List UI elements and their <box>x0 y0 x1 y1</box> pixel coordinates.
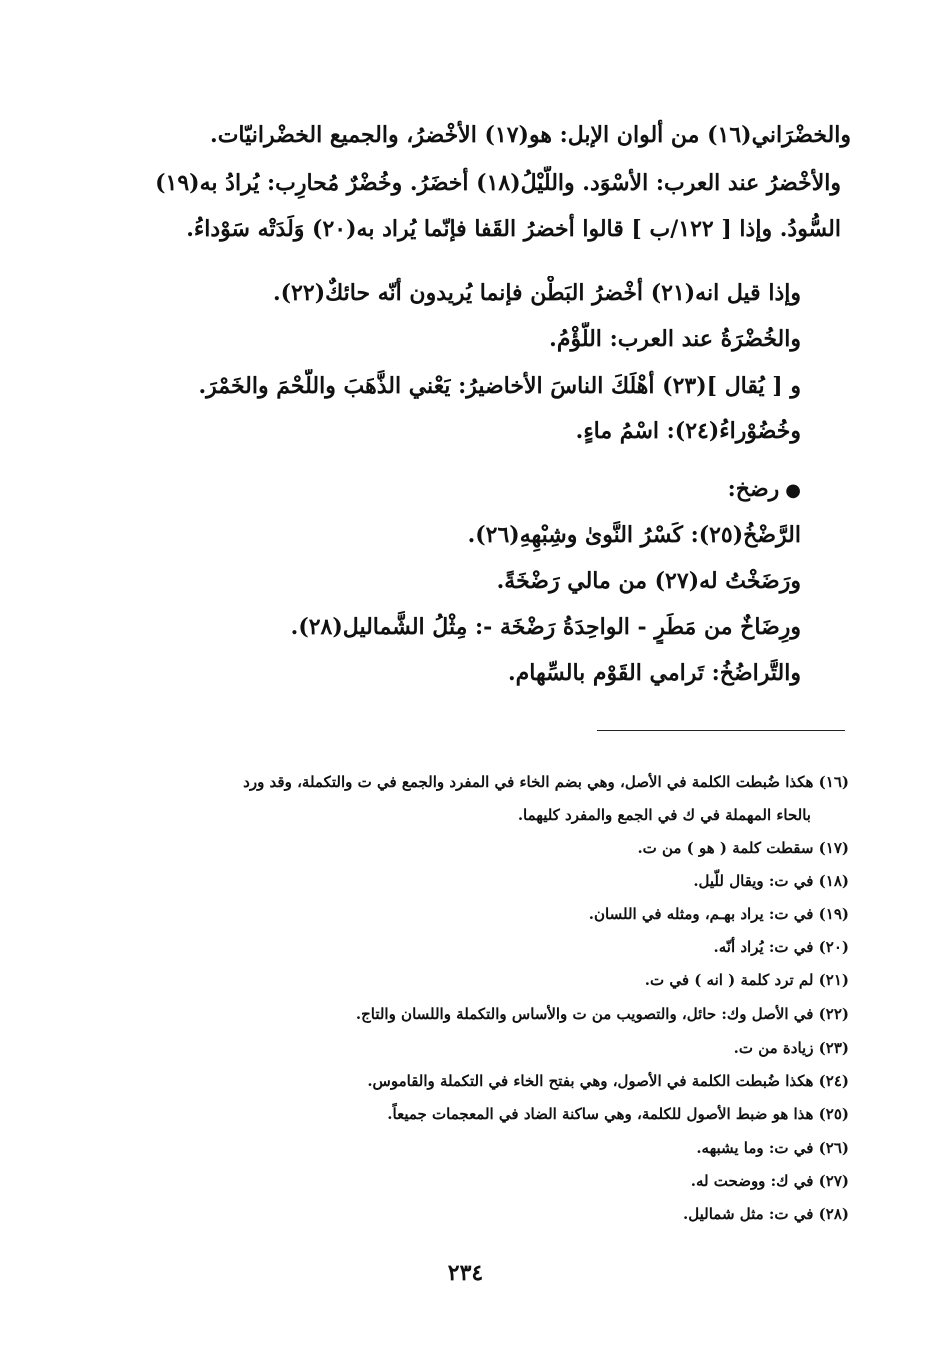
footnote-17: (١٧) سقطت كلمة ( هو ) من ت. <box>637 839 849 857</box>
body-line-1: والخضْرَاني(١٦) من ألوان الإبل: هو(١٧) الأخْضرُ، والجميع الخضْرانيّات. <box>210 122 851 148</box>
footnote-divider <box>597 730 845 731</box>
bullet-icon: ● <box>785 480 801 501</box>
footnote-16-cont: بالحاء المهملة في ك في الجمع والمفرد كليهما. <box>517 806 811 824</box>
footnote-16: (١٦) هكذا ضُبطت الكلمة في الأصل، وهي بضم الخاء في المفرد والجمع في ت والتكملة، وقد ورد <box>243 773 849 791</box>
footnote-27: (٢٧) في ك: ووضحت له. <box>690 1172 849 1190</box>
footnote-26: (٢٦) في ت: وما يشبهه. <box>696 1139 849 1157</box>
page-number: ٢٣٤ <box>447 1260 484 1286</box>
footnote-21: (٢١) لم ترد كلمة ( انه ) في ت. <box>644 971 849 989</box>
footnote-25: (٢٥) هذا هو ضبط الأصول للكلمة، وهي ساكنة الضاد في المعجمات جميعاً. <box>387 1105 849 1123</box>
section-heading <box>101 472 801 508</box>
footnote-23: (٢٣) زيادة من ت. <box>733 1039 849 1057</box>
body-line-9: الرَّضْخُ(٢٥): كَسْرُ النَّوىٰ وشِبْهِهِ(٢٦). <box>467 522 801 548</box>
body-line-11: ورِضَاخٌ من مَطَرٍ - الواحِدَةُ رَضْخَة -: مِثْلُ الشَّماليل(٢٨). <box>290 614 801 640</box>
footnote-28: (٢٨) في ت: مثل شماليل. <box>683 1205 849 1223</box>
footnote-22: (٢٢) في الأصل وك: حائل، والتصويب من ت والأساس والتكملة واللسان والتاج. <box>355 1005 849 1023</box>
section-heading-text: رضخ: <box>727 476 780 502</box>
body-line-10: ورَضَخْتُ له(٢٧) من مالي رَضْخَةً. <box>496 568 801 594</box>
footnote-20: (٢٠) في ت: يُراد أنّه. <box>713 938 849 956</box>
body-line-4: وإذا قيل انه(٢١) أخْضرُ البَطْن فإنما يُريدون أنّه حائكٌ(٢٢). <box>272 280 801 306</box>
body-line-2: والأخْضرُ عند العرب: الأسْوَد. واللّيْلُ(١٨) أخضَرُ. وخُضْرٌ مُحارِب: يُرادُ به(١٩) <box>155 170 841 196</box>
body-line-3: السُّودُ. وإذا [ ١٢٢/ب ] قالوا أخضرُ القَفا فإنّما يُراد به(٢٠) وَلَدَتْه سَوْداءُ. <box>186 216 841 242</box>
body-line-6: و [ يُقال ](٢٣) أهْلَكَ الناسَ الأخاضيرُ: يَعْني الذَّهَبَ واللَّحْمَ والخَمْرَ. <box>198 373 801 399</box>
footnote-19: (١٩) في ت: يراد بهـم، ومثله في اللسان. <box>588 905 849 923</box>
body-line-7: وخُضُوْراءُ(٢٤): اسْمُ ماءٍ. <box>575 418 801 444</box>
footnote-18: (١٨) في ت: ويقال للّيل. <box>693 872 849 890</box>
body-line-12: والتَّراضُخُ: تَرامي القَوْم بالسِّهام. <box>507 660 801 686</box>
body-line-5: والخُضْرَةُ عند العرب: اللُّؤْمُ. <box>549 326 801 352</box>
footnote-24: (٢٤) هكذا ضُبطت الكلمة في الأصول، وهي بفتح الخاء في التكملة والقاموس. <box>367 1072 849 1090</box>
